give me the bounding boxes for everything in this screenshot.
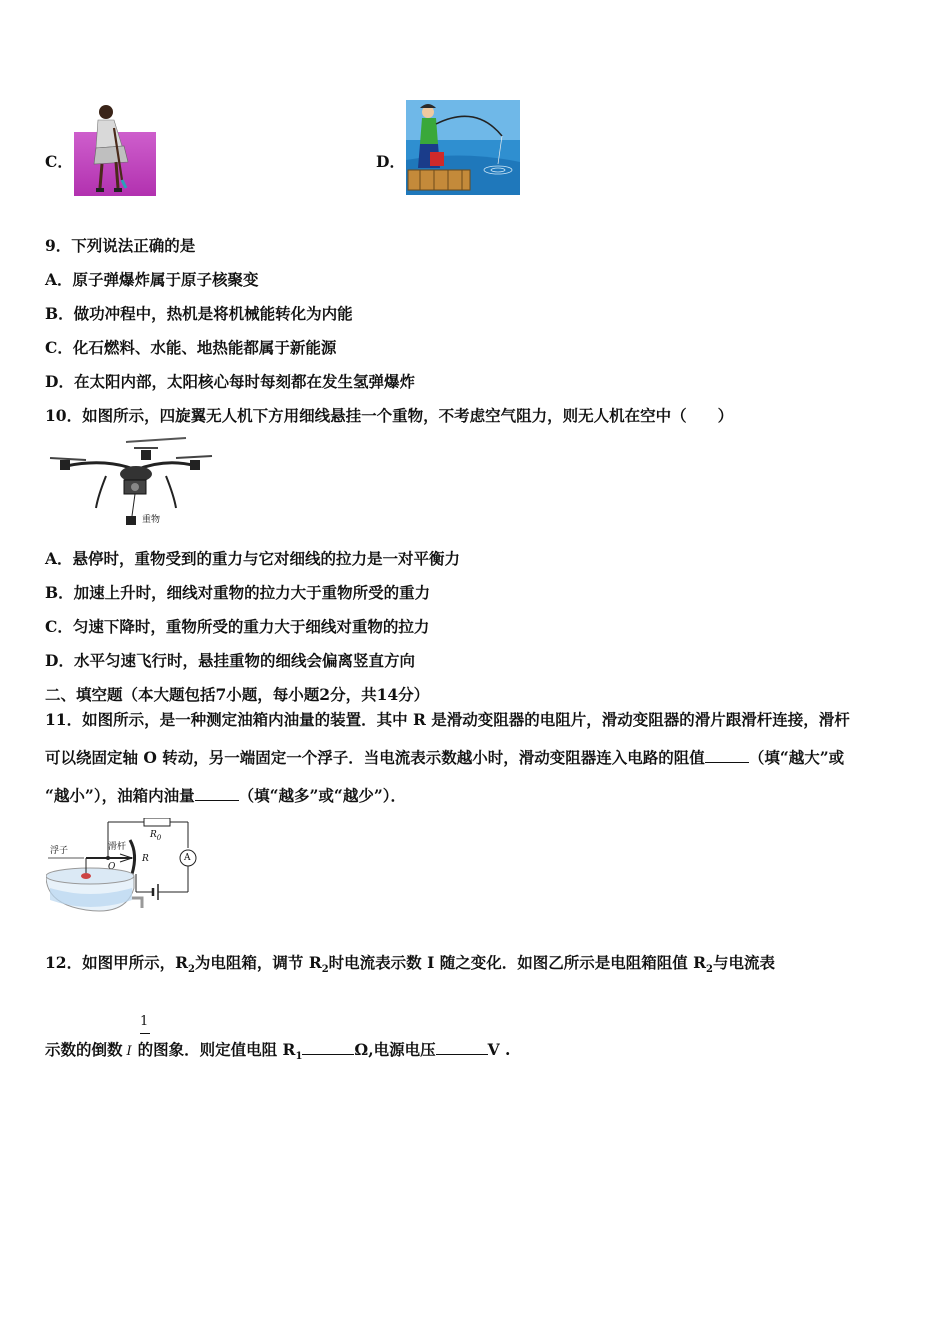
q11-line-2-text-a: 可以绕固定轴 O 转动，另一端固定一个浮子．当电流表示数越小时，滑动变阻器连入电路的阻值 [45,748,705,767]
oil-tank-circuit-figure [46,818,216,920]
q12-line-2-a: 示数的倒数 [45,1040,123,1059]
label-r0-main: R [150,830,157,840]
section-2-title: 二、填空题（本大题包括7小题，每小题2分，共14分） [45,685,430,704]
fisherman-image [406,100,520,195]
q12-line-1-a: 12．如图甲所示，R [45,953,188,972]
q9-option-d: D．在太阳内部，太阳核心每时每刻都在发生氢弹爆炸 [45,372,415,391]
label-r0-sub: 0 [156,833,162,842]
q11-blank-2 [195,786,239,801]
q9-option-c: C．化石燃料、水能、地热能都属于新能源 [45,338,337,357]
q12-sub-r1: 1 [295,1051,303,1063]
q12-line-2-b: 的图象．则定值电阻 R [137,1040,296,1059]
label-r0 [150,830,161,843]
fraction-bar [140,1033,150,1034]
q12-line-1-b: 为电阻箱，调节 R [194,953,322,972]
option-c-label: C． [45,152,73,171]
q12-line-1-c: 时电流表示数 I 随之变化．如图乙所示是电阻箱阻值 R [328,953,706,972]
label-rod: 滑杆 [108,842,127,852]
drone-weight-label: 重物 [142,515,161,525]
q12-line-2-c: Ω,电源电压 [354,1040,436,1059]
q12-blank-2 [436,1040,488,1055]
q12-blank-1 [302,1040,354,1055]
q11-line-2-text-b: （填“越大”或 [748,748,845,767]
q11-line-3-text-b: （填“越多”或“越少”）． [238,786,407,805]
q12-line-1-d: 与电流表 [712,953,775,972]
q10-option-d: D．水平匀速飞行时，悬挂重物的细线会偏离竖直方向 [45,651,415,670]
fraction-denominator: I [126,1044,132,1059]
girl-cleaning-image [74,102,156,196]
option-d-label: D． [376,152,405,171]
q11-line-3 [45,786,406,806]
q9-option-a: A．原子弹爆炸属于原子核聚变 [45,270,259,289]
q12-sub-3: 2 [706,964,713,976]
drone-figure [46,436,216,528]
q12-line-2-d: V . [487,1040,511,1059]
q10-option-a: A．悬停时，重物受到的重力与它对细线的拉力是一对平衡力 [45,549,461,568]
label-o: O [108,862,116,872]
q10-option-b: B．加速上升时，细线对重物的拉力大于重物所受的重力 [45,583,431,602]
label-ammeter: A [184,853,191,863]
q12-line-2 [45,1040,510,1067]
q11-line-3-text-a: “越小”），油箱内油量 [45,786,195,805]
fraction-numerator: 1 [140,1014,149,1029]
q11-line-2 [45,748,844,768]
label-float: 浮子 [50,846,69,856]
q11-blank-1 [705,748,749,763]
q11-line-1: 11．如图所示，是一种测定油箱内油量的装置．其中 R 是滑动变阻器的电阻片，滑动变阻器的滑片跟滑杆连接，滑杆 [45,710,850,729]
q12-sub-2: 2 [321,964,329,976]
q10-stem: 10．如图所示，四旋翼无人机下方用细线悬挂一个重物，不考虑空气阻力，则无人机在空中（ ） [45,406,734,425]
q10-option-c: C．匀速下降时，重物所受的重力大于细线对重物的拉力 [45,617,430,636]
q12-line-1 [45,953,775,980]
label-r: R [142,854,149,864]
q9-stem: 9．下列说法正确的是 [45,236,196,255]
q9-option-b: B．做功冲程中，热机是将机械能转化为内能 [45,304,353,323]
q12-sub-1: 2 [187,964,195,976]
